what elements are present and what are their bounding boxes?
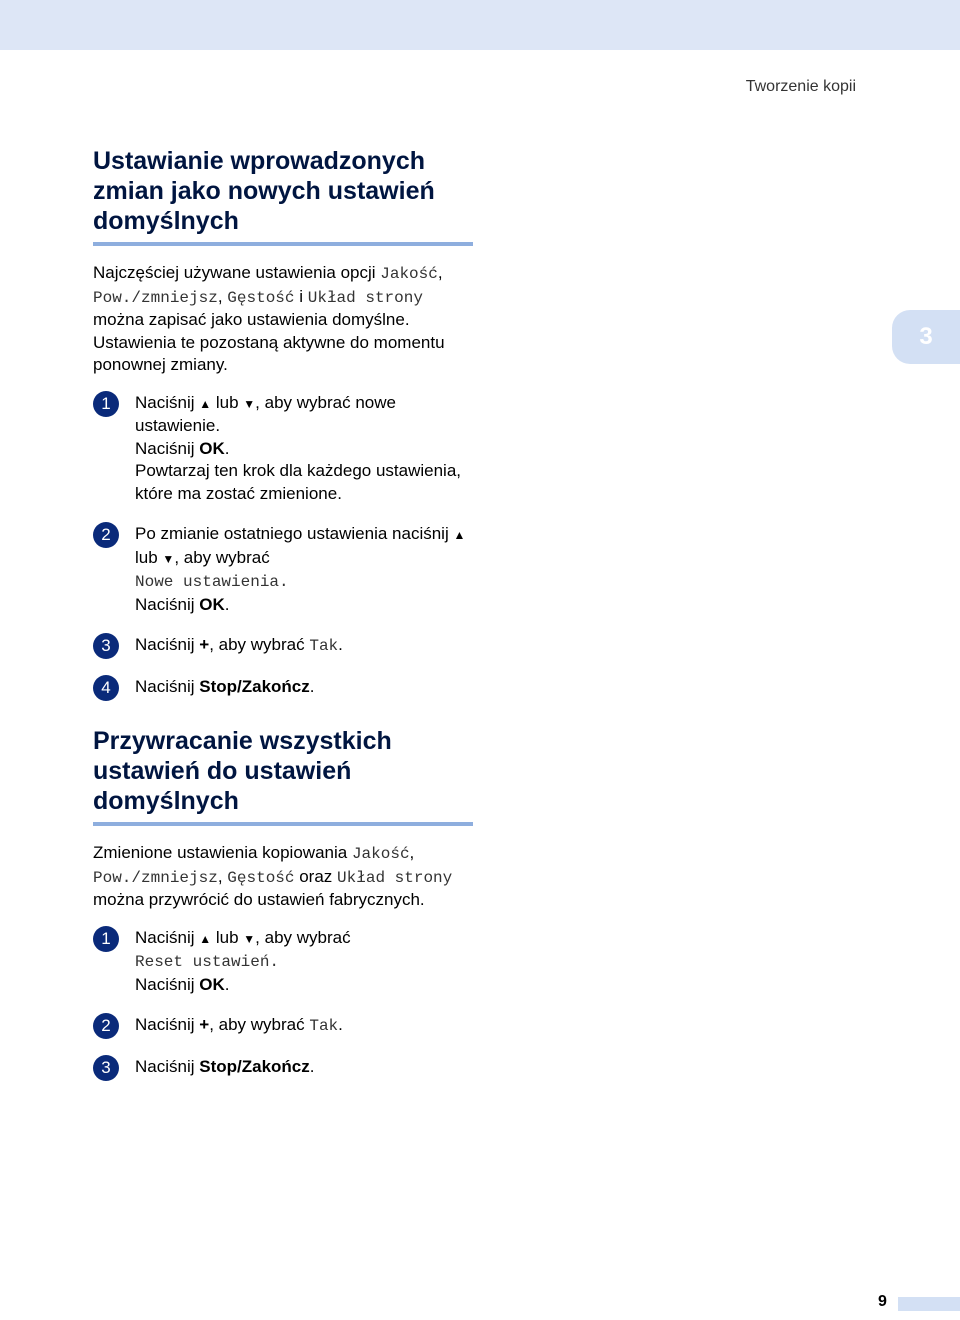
step-number: 2 [93,1013,119,1039]
page-number: 9 [878,1293,887,1310]
step-3: 3 Naciśnij Stop/Zakończ. [93,1056,473,1079]
chapter-tab: 3 [892,310,960,364]
step-1: 1 Naciśnij ▲ lub ▼, aby wybrać nowe ustawienie. Naciśnij OK. Powtarzaj ten krok dla każdego ustawienia, które ma zostać zmienione. [93,392,473,506]
key-stop: Stop/Zakończ [199,676,310,696]
step-1: 1 Naciśnij ▲ lub ▼, aby wybrać Reset ustawień. Naciśnij OK. [93,927,473,997]
step-number: 3 [93,1055,119,1081]
section1-steps [93,392,473,699]
running-header: Tworzenie kopii [745,78,856,95]
menu-option: Reset ustawień. [135,953,280,971]
step-2: 2 Po zmianie ostatniego ustawienia naciśnij ▲ lub ▼, aby wybrać Nowe ustawienia. Naciśnij OK. [93,523,473,616]
section2-title: Przywracanie wszystkich ustawień do ustawień domyślnych [93,726,473,826]
down-arrow-icon: ▼ [243,931,256,946]
key-stop: Stop/Zakończ [199,1056,310,1076]
key-ok: OK [199,974,225,994]
key-plus: + [199,635,210,654]
step-number: 1 [93,926,119,952]
down-arrow-icon: ▼ [243,396,256,411]
menu-option: Tak [309,637,339,655]
section2-intro: Zmienione ustawienia kopiowania Jakość, Pow./zmniejsz, Gęstość oraz Układ strony można przywrócić do ustawień fabrycznych. [93,843,453,909]
top-band [0,0,960,50]
step-3: 3 Naciśnij +, aby wybrać Tak. [93,634,473,658]
menu-option: Nowe ustawienia. [135,573,289,591]
key-ok: OK [199,594,225,614]
up-arrow-icon: ▲ [453,528,466,542]
section1-intro: Najczęściej używane ustawienia opcji Jakość, Pow./zmniejsz, Gęstość i Układ strony można zapisać jako ustawienia domyślne. Ustawienia te pozostaną aktywne do momentu ponownej zmiany. [93,263,445,374]
step-4: 4 Naciśnij Stop/Zakończ. [93,676,473,699]
section1-title: Ustawianie wprowadzonych zmian jako nowych ustawień domyślnych [93,146,473,246]
page-bar [898,1297,960,1311]
step-number: 1 [93,391,119,417]
down-arrow-icon: ▼ [162,551,175,566]
step-number: 3 [93,633,119,659]
step-number: 4 [93,675,119,701]
up-arrow-icon: ▲ [199,931,212,946]
up-arrow-icon: ▲ [199,396,212,411]
section2-steps [93,927,473,1079]
key-ok: OK [199,438,225,458]
step-2: 2 Naciśnij +, aby wybrać Tak. [93,1014,473,1038]
menu-option: Tak [309,1017,339,1035]
step-number: 2 [93,522,119,548]
key-plus: + [199,1015,210,1034]
page-content [93,146,473,1096]
